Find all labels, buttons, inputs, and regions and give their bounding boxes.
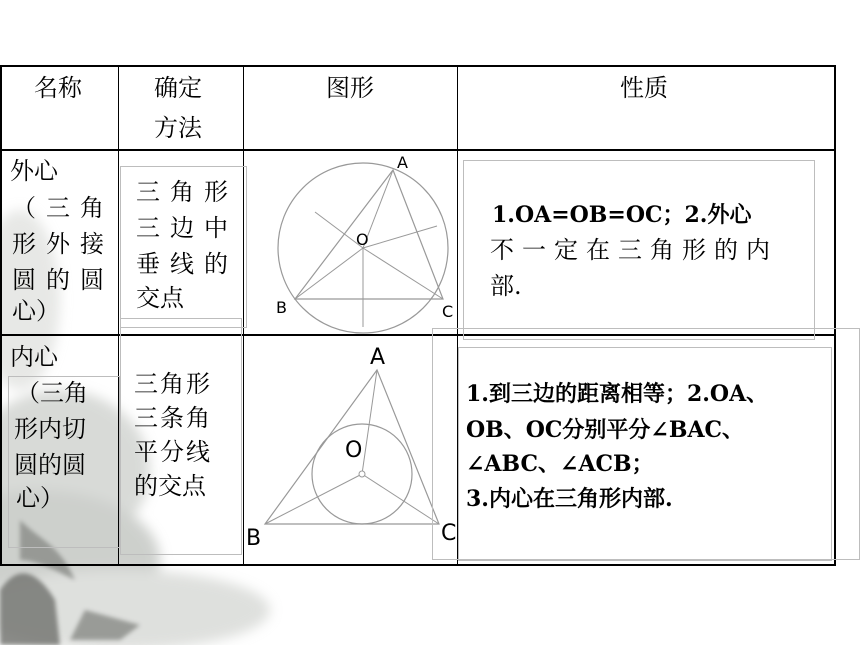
row1-property-line1: 1.OA=OB=OC；2.外心 [492,202,752,228]
row2-name-line1: 内心 [10,343,58,371]
row2-method-line4: 的交点 [134,472,206,500]
row2-property-line1: 1.到三边的距离相等；2.OA、 [466,381,769,407]
row2-label-a: A [370,345,386,370]
row1-label-b: B [276,298,287,317]
row1-property-line3: 部. [490,272,522,300]
row2-property-line2: OB、OC分别平分∠BAC、 [466,417,745,443]
row2-label-b: B [246,526,262,551]
angle-bisector-c [362,474,439,524]
segment-oc [363,248,443,299]
row1-label-o: O [356,230,369,249]
header-row-divider [0,149,836,151]
row1-name-line2: （三角 [12,194,114,222]
row2-label-c: C [441,521,457,546]
row1-label-c: C [442,302,454,321]
segment-ob [295,248,363,299]
angle-bisector-b [265,474,362,524]
triangle-abc [295,170,443,299]
row1-name-line5: 心） [12,297,60,325]
row2-property-line4: 3.内心在三角形内部. [466,486,673,512]
row2-method-line3: 平分线 [134,438,212,466]
row1-method-line2: 三边中 [136,214,238,242]
row2-property-line3: ∠ABC、∠ACB； [466,451,654,477]
header-method-line2: 方法 [154,114,202,142]
perpendicular-bisector-2 [363,226,437,248]
row2-label-o: O [345,438,363,463]
row1-label-a: A [397,153,408,172]
header-properties: 性质 [620,74,668,102]
row2-name-line4: 圆的圆 [14,451,86,479]
incenter-point [359,471,365,477]
table-border-left [0,65,2,566]
row1-method-line1: 三角形 [136,178,238,206]
row1-name-line4: 圆的圆 [12,266,114,294]
angle-bisector-a [362,370,377,474]
row1-name-line1: 外心 [10,157,58,185]
row2-name-line5: 心） [16,484,64,512]
row1-property-line2: 不一定在三角形的内 [490,236,778,264]
table-border-top [0,65,836,67]
row1-method-line3: 垂线的 [136,250,238,278]
row2-name-line3: 形内切 [14,415,86,443]
header-method-line1: 确定 [154,74,202,102]
header-figure: 图形 [326,74,374,102]
row1-method-line4: 交点 [136,284,184,312]
row2-method-line1: 三角形 [134,370,212,398]
table-border-bottom [0,564,836,566]
row2-name-line2: （三角 [16,379,88,407]
header-name: 名称 [34,74,82,102]
row2-method-line2: 三条角 [134,404,212,432]
row1-name-line3: 形外接 [12,230,114,258]
